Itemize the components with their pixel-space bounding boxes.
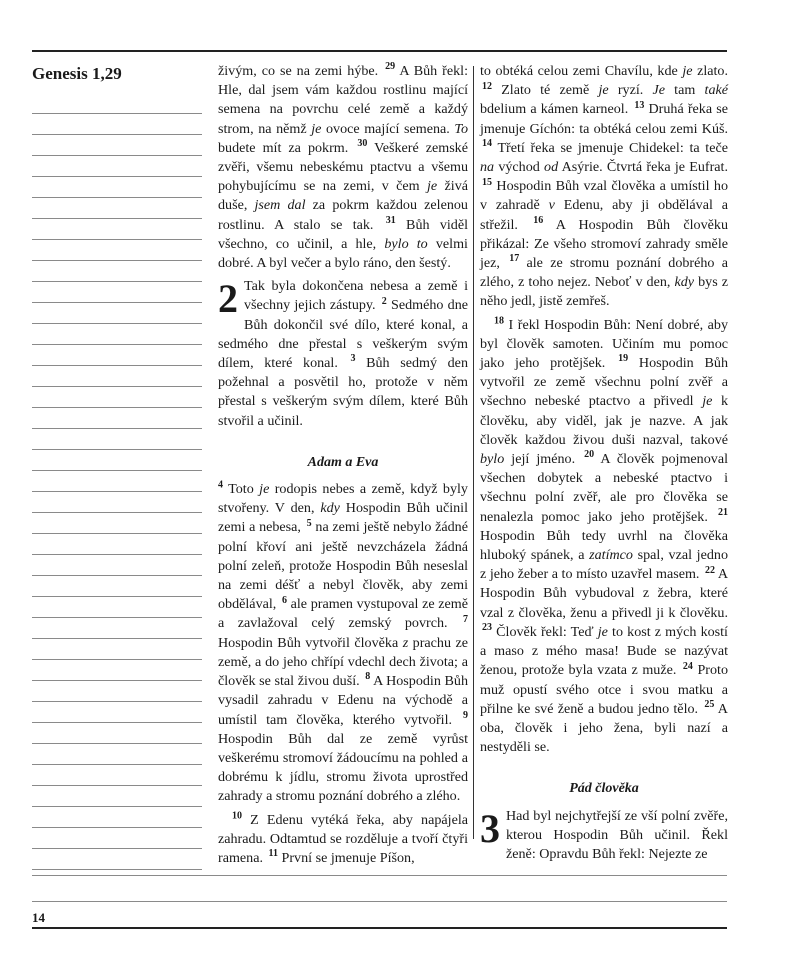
text-column-2	[480, 62, 728, 864]
chapter-drop-cap: 2	[218, 276, 238, 322]
text-column-1	[218, 62, 468, 868]
chapter-drop-cap: 3	[480, 805, 500, 851]
top-rule	[32, 50, 727, 52]
verse-number: 29	[385, 61, 396, 73]
paragraph: $^{18}$ I řekl Hospodin Bůh: Není dobré, aby byl člověk samoten. Učiním mu pomoc jako jeho protějšek. $^{19}$ Hospodin Bůh vytvořil ze země všechnu polní zvěř a všechno nebeské ptactvo a přivedl je k člověku, aby viděl, jak je nazve. A jak člověk každou živou duši nazval, takové bylo její jméno. $^{20}$ A člověk pojmenoval všechen dobytek a nebeské ptactvo i všechnu polní zvěř, ale pro člověka se nenalezla pomoc jako jeho protějšek. $^{21}$ Hospodin Bůh tedy uvrhl na člověka hluboký spánek, a zatímco spal, vzal jedno z jeho žeber a to místo uzavřel masem. $^{22}$ A Hospodin Bůh vybudoval z žebra, které vzal z člověka, ženu a přivedl ji k člověku. $^{23}$ Člověk řekl: Teď je to kost z mých kostí a maso z mého masa! Bude se nazývat ženou, protože byla vzata z muže. $^{24}$ Proto muž opustí svého otce i svou matku a přilne ke své ženě a budou jedno tělo. $^{25}$ A oba, člověk i jeho žena, byli nazí a nestyděli se.	[480, 314, 729, 756]
section-heading: Adam a Eva	[307, 454, 379, 470]
paragraph: $^{10}$ Z Edenu vytéká řeka, aby napájela zahradu. Odtamtud se rozděluje a tvoří čtyři ramena. $^{11}$ První se jmenuje Píšon,	[218, 809, 468, 866]
notes-lines-left	[32, 93, 202, 870]
chapter-3-paragraph: 3 Had byl nejchytřejší ze vší polní zvěře, kterou Hospodin Bůh učinil. Řekl ženě: Opravdu Bůh řekl: Nejezte ze	[480, 805, 728, 862]
notes-lines-bottom	[32, 850, 727, 929]
chapter-reference: Genesis 1,29	[32, 64, 122, 83]
verse-number: 30	[357, 138, 368, 150]
chapter-2-paragraph: 2 Tak byla dokončena nebesa a země i všechny jejich zástupy. $^2$ Sedmého dne Bůh dokončil své dílo, které konal, a sedmého dne přestal s veškerým svým dílem, které konal. $^3$ Bůh sedmý den požehnal a posvětil ho, protože v něm přestal s veškerým svým dílem, které Bůh stvořil a učinil.	[218, 276, 469, 429]
verse-number: 31	[385, 214, 396, 226]
page-number: 14	[32, 910, 45, 925]
verse-number: 2	[381, 295, 387, 307]
paragraph: živým, co se na zemi hýbe. $^{29}$ A Bůh řekl: Hle, dal jsem vám každou rostlinu mající semena na povrchu celé země a každý strom, na němž je ovoce mající semena. To budete mít za pokrm. $^{30}$ Veškeré zemské zvěři, všemu nebeskému ptactvu a všemu pohybujícímu se na zemi, v čem je živá duše, jsem dal za pokrm každou zelenou rostlinu. A stalo se tak. $^{31}$ Bůh viděl všechno, co učinil, a hle, bylo to velmi dobré. A byl večer a bylo ráno, den šestý.	[218, 61, 469, 272]
paragraph: $^4$ Toto je rodopis nebes a země, když byly stvořeny. V den, kdy Hospodin Bůh učinil zemi a nebesa, $^5$ na zemi ještě nebylo žádné polní křoví ani ještě nevzcházela žádná polní zeleň, protože Hospodin Bůh neseslal na zemi déšť a nebyl člověk, aby zemi obdělával, $^6$ ale pramen vystupoval ze země a zavlažoval celý zemský povrch. $^7$ Hospodin Bůh vytvořil člověka z prachu ze země, a do jeho chřípí vdechl dech života; a člověk se stal živou duší. $^8$ A Hospodin Bůh vysadil zahradu v Edenu na východě a umístil tam člověka, kterého vytvořil. $^9$ Hospodin Bůh dal ze země vyrůst veškerému stromoví žádoucímu na pohled a dobrému k jídlu, stromu života uprostřed zahrady a stromu poznání dobrého a zlého.	[218, 479, 469, 805]
verse-number: 3	[350, 353, 356, 365]
section-heading: Pád člověka	[569, 781, 639, 797]
column-divider	[473, 66, 474, 839]
paragraph: to obtéká celou zemi Chavílu, kde je zlato. $^{12}$ Zlato té země je ryzí. Je tam také bdelium a kámen karneol. $^{13}$ Druhá řeka se jmenuje Gíchón: ta obtéká celou zemi Kúš. $^{14}$ Třetí řeka se jmenuje Chidekel: ta teče na východ od Asýrie. Čtvrtá řeka je Eufrat. $^{15}$ Hospodin Bůh vzal člověka a umístil ho v zahradě v Edenu, aby ji obdělával a střežil. $^{16}$ A Hospodin Bůh člověku přikázal: Ze všeho stromoví zahrady směle jez, $^{17}$ ale ze stromu poznání dobrého a zlého, z toho nejez. Neboť v den, kdy bys z něho jedl, jistě zemřeš.	[480, 63, 729, 310]
